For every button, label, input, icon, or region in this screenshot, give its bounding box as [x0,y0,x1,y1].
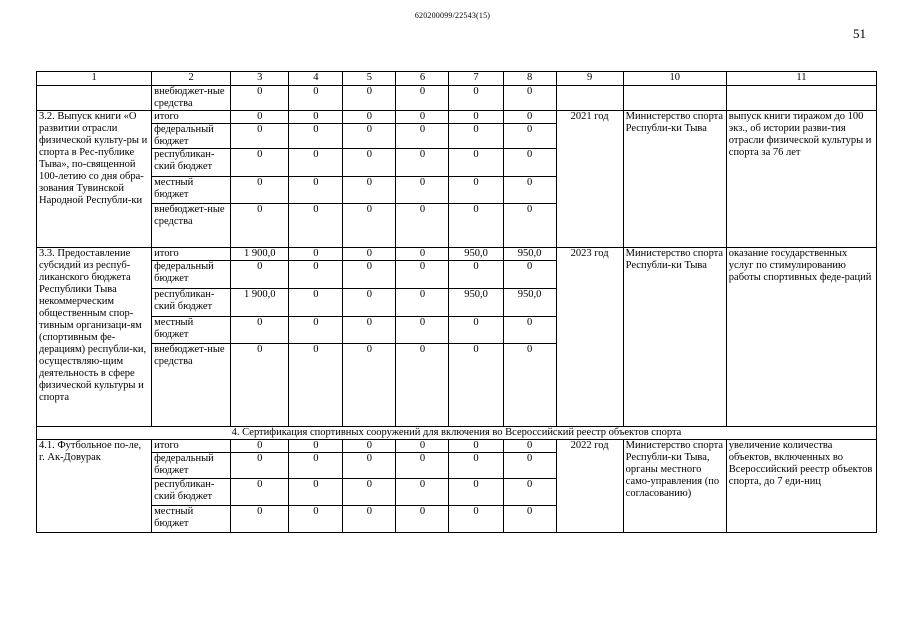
funding-value: 0 [343,261,396,289]
document-id: 620200099/22543(15) [414,11,491,20]
funding-source-label: внебюджет-ные средства [152,204,231,248]
column-number: 2 [152,72,231,86]
funding-value: 0 [289,111,343,124]
funding-value: 0 [449,440,503,453]
funding-value: 0 [503,440,556,453]
measure-name: 4.1. Футбольное по-ле, г. Ак-Довурак [37,440,152,533]
measure-name: 3.3. Предоставление субсидий из респуб-ликанского бюджета Республики Тыва некоммерческим общественным спор-тивным организаци-ям (спортивным фе-дерациям) республи-ки, осуществляю-щим деятельность в сфере физической культуры и спорта [37,248,152,427]
funding-value: 0 [449,261,503,289]
funding-source-label: местный бюджет [152,177,231,204]
funding-value: 0 [503,124,556,149]
funding-value: 0 [231,149,289,177]
funding-value: 0 [396,86,449,111]
funding-value: 0 [396,440,449,453]
funding-value: 0 [289,344,343,427]
column-number: 6 [396,72,449,86]
funding-value: 0 [289,506,343,533]
funding-value: 0 [503,177,556,204]
funding-value: 950,0 [503,248,556,261]
implementation-year: 2023 год [556,248,623,427]
funding-value: 0 [449,124,503,149]
funding-value: 0 [289,124,343,149]
funding-value: 0 [343,440,396,453]
funding-value: 0 [396,344,449,427]
funding-value: 0 [503,204,556,248]
funding-value: 0 [503,86,556,111]
funding-value: 0 [449,177,503,204]
funding-value: 0 [231,506,289,533]
column-number: 7 [449,72,503,86]
funding-value: 0 [231,177,289,204]
funding-source-label: республикан-ский бюджет [152,149,231,177]
column-number: 9 [556,72,623,86]
expected-result: увеличение количества объектов, включенных во Всероссийский реестр объектов спорта, до 7 еди-ниц [726,440,876,533]
funding-value: 0 [503,453,556,479]
funding-value: 0 [503,149,556,177]
funding-value: 0 [231,86,289,111]
funding-value: 0 [289,317,343,344]
column-number: 8 [503,72,556,86]
funding-value: 0 [343,86,396,111]
responsible-executor: Министерство спорта Республи-ки Тыва [623,248,726,427]
funding-value: 0 [343,317,396,344]
funding-value: 0 [289,289,343,317]
funding-value: 0 [396,289,449,317]
funding-value: 0 [396,479,449,506]
column-number: 5 [343,72,396,86]
funding-value: 0 [343,506,396,533]
funding-value: 0 [289,479,343,506]
funding-value: 0 [289,453,343,479]
funding-value: 0 [503,506,556,533]
funding-value: 0 [231,317,289,344]
measure-name-cell [37,86,152,111]
funding-value: 0 [343,149,396,177]
funding-value: 0 [231,261,289,289]
funding-value: 0 [289,177,343,204]
funding-value: 0 [289,248,343,261]
funding-value: 0 [396,248,449,261]
funding-value: 0 [396,124,449,149]
funding-value: 0 [343,289,396,317]
implementation-year: 2022 год [556,440,623,533]
funding-value: 0 [449,506,503,533]
funding-value: 0 [343,177,396,204]
column-number: 11 [726,72,876,86]
funding-value: 0 [343,344,396,427]
funding-value: 0 [289,149,343,177]
funding-value: 0 [449,453,503,479]
funding-value: 0 [289,261,343,289]
result-cell [726,86,876,111]
year-cell [556,86,623,111]
funding-value: 0 [449,317,503,344]
funding-value: 0 [396,261,449,289]
funding-value: 0 [396,453,449,479]
funding-value: 0 [343,453,396,479]
funding-value: 950,0 [503,289,556,317]
funding-value: 0 [503,261,556,289]
page-number: 51 [853,26,866,41]
funding-value: 1 900,0 [231,248,289,261]
funding-value: 0 [449,111,503,124]
funding-value: 0 [231,440,289,453]
responsible-executor: Министерство спорта Республи-ки Тыва [623,111,726,248]
column-number: 10 [623,72,726,86]
funding-value: 0 [231,124,289,149]
funding-source-label: федеральный бюджет [152,261,231,289]
expected-result: выпуск книги тиражом до 100 экз., об истории разви-тия отрасли физической культуры и спорта за 76 лет [726,111,876,248]
funding-value: 0 [289,440,343,453]
funding-value: 0 [449,86,503,111]
funding-source-label: внебюджет-ные средства [152,344,231,427]
section-title: 4. Сертификация спортивных сооружений для включения во Всероссийский реестр объектов спорта [37,427,877,440]
implementation-year: 2021 год [556,111,623,248]
funding-value: 0 [343,479,396,506]
funding-source-label: федеральный бюджет [152,453,231,479]
responsible-executor: Министерство спорта Республи-ки Тыва, органы местного само-управления (по согласованию) [623,440,726,533]
funding-value: 0 [396,177,449,204]
funding-value: 0 [503,111,556,124]
funding-value: 0 [396,204,449,248]
funding-source-label: итого [152,111,231,124]
funding-value: 0 [343,124,396,149]
funding-value: 0 [231,344,289,427]
column-number-row [37,72,877,86]
section-row [37,427,877,440]
funding-value: 0 [449,479,503,506]
funding-value: 0 [289,204,343,248]
funding-value: 0 [343,111,396,124]
funding-value: 0 [231,111,289,124]
funding-source-label: республикан-ский бюджет [152,479,231,506]
funding-value: 0 [503,479,556,506]
funding-value: 0 [343,248,396,261]
funding-value: 950,0 [449,289,503,317]
funding-value: 0 [396,506,449,533]
column-number: 1 [37,72,152,86]
table-row [37,111,877,124]
funding-value: 1 900,0 [231,289,289,317]
funding-source-label: итого [152,248,231,261]
funding-source-label: местный бюджет [152,506,231,533]
funding-value: 0 [449,149,503,177]
funding-value: 0 [231,479,289,506]
funding-value: 0 [343,204,396,248]
funding-source-label: итого [152,440,231,453]
measure-name: 3.2. Выпуск книги «О развитии отрасли физической культу-ры и спорта в Рес-публике Тыва», по-священной 100-летию со дня обра-зования Тувинской Народной Республи-ки [37,111,152,248]
funding-value: 0 [396,317,449,344]
funding-source-label: внебюджет-ные средства [152,86,231,111]
expected-result: оказание государственных услуг по стимулированию работы спортивных феде-раций [726,248,876,427]
funding-value: 0 [396,111,449,124]
program-activities-table [36,71,877,533]
funding-value: 950,0 [449,248,503,261]
funding-value: 0 [449,204,503,248]
column-number: 3 [231,72,289,86]
table-row [37,86,877,111]
funding-value: 0 [289,86,343,111]
table-row [37,248,877,261]
funding-value: 0 [503,317,556,344]
funding-value: 0 [503,344,556,427]
column-number: 4 [289,72,343,86]
funding-value: 0 [449,344,503,427]
table-row [37,440,877,453]
funding-source-label: федеральный бюджет [152,124,231,149]
funding-value: 0 [231,204,289,248]
funding-source-label: местный бюджет [152,317,231,344]
funding-source-label: республикан-ский бюджет [152,289,231,317]
funding-value: 0 [231,453,289,479]
funding-value: 0 [396,149,449,177]
executor-cell [623,86,726,111]
